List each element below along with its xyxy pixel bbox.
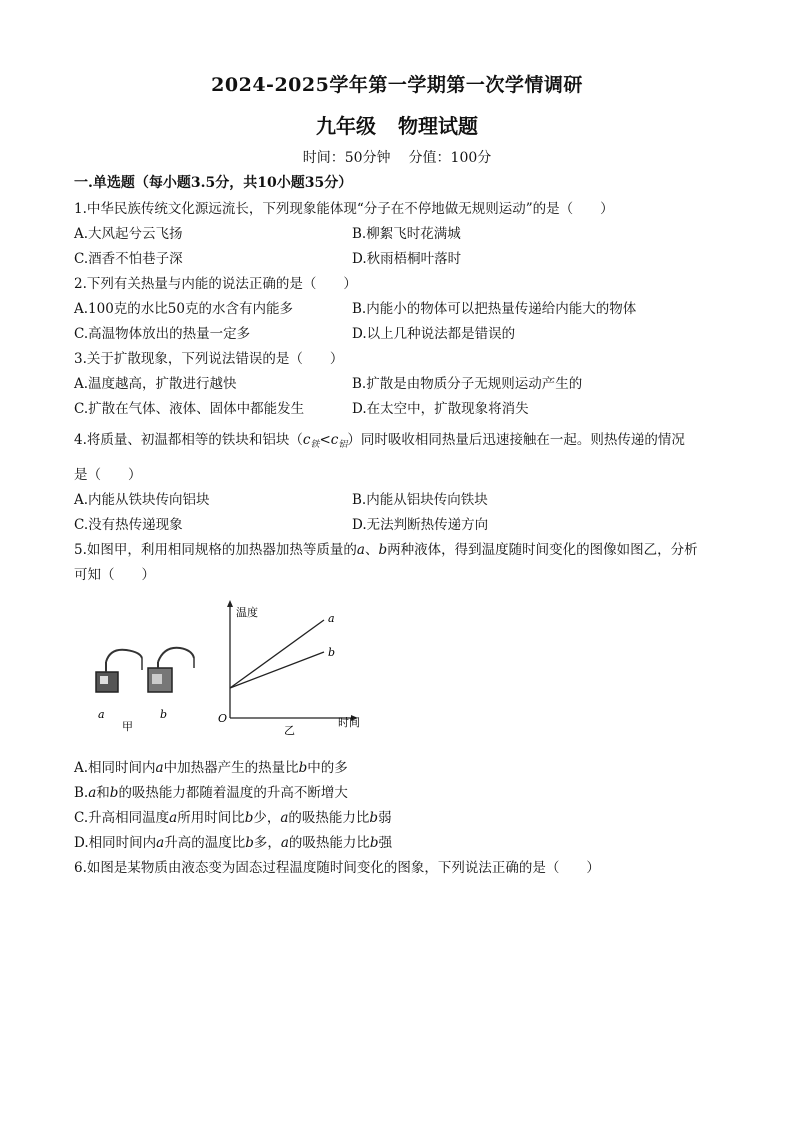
line-b bbox=[230, 652, 324, 688]
q5-var-b: b bbox=[378, 542, 388, 558]
question-2-stem: 2.下列有关热量与内能的说法正确的是（ ） bbox=[74, 276, 357, 292]
exam-title: 2024-2025学年第一学期第一次学情调研 bbox=[211, 74, 583, 96]
q5-sep: 、 bbox=[364, 542, 379, 558]
question-5-stem bbox=[74, 538, 698, 558]
q3-option-c: C.扩散在气体、液体、固体中都能发生 bbox=[74, 401, 305, 417]
line-b-label: b bbox=[328, 646, 336, 659]
q1-option-b: B.柳絮飞时花满城 bbox=[352, 226, 461, 242]
q5-stem-part-1: 5.如图甲，利用相同规格的加热器加热等质量的 bbox=[74, 542, 357, 558]
q2-option-c: C.高温物体放出的热量一定多 bbox=[74, 326, 251, 342]
line-a-label: a bbox=[328, 612, 335, 625]
q5-option-a: A.相同时间内a中加热器产生的热量比b中的多 bbox=[74, 760, 348, 776]
q1-option-a: A.大风起兮云飞扬 bbox=[74, 226, 183, 242]
q1-option-d: D.秋雨梧桐叶落时 bbox=[352, 251, 462, 267]
q2-option-a: A.100克的水比50克的水含有内能多 bbox=[74, 301, 293, 317]
question-3-stem: 3.关于扩散现象，下列说法错误的是（ ） bbox=[74, 351, 344, 367]
subject-label: 物理试题 bbox=[398, 114, 478, 138]
beaker-a-apparatus bbox=[96, 650, 142, 692]
question-4-stem bbox=[74, 428, 685, 450]
q4-option-b: B.内能从铝块传向铁块 bbox=[352, 492, 488, 508]
q4-option-d: D.无法判断热传递方向 bbox=[352, 517, 489, 533]
q5-option-d: D.相同时间内a升高的温度比b多，a的吸热能力比b强 bbox=[74, 835, 393, 851]
x-axis-label: 时间 bbox=[338, 716, 360, 729]
figure-caption-yi: 乙 bbox=[284, 724, 295, 737]
y-axis-label: 温度 bbox=[236, 606, 258, 619]
q4-specific-heat-iron: $c_铁$ bbox=[302, 432, 320, 450]
score-label: 分值：100分 bbox=[408, 150, 492, 166]
question-4-stem-cont: 是（ ） bbox=[74, 467, 142, 483]
q5-figure bbox=[84, 590, 374, 740]
q4-specific-heat-aluminum: $c_铝$ bbox=[330, 432, 348, 450]
q3-option-b: B.扩散是由物质分子无规则运动产生的 bbox=[352, 376, 583, 392]
question-5-stem-cont: 可知（ ） bbox=[74, 567, 155, 583]
q4-option-a: A.内能从铁块传向铝块 bbox=[74, 492, 210, 508]
figure-caption-jia: 甲 bbox=[122, 720, 133, 733]
question-1-stem: 1.中华民族传统文化源远流长，下列现象能体现“分子在不停地做无规则运动”的是（ ） bbox=[74, 201, 614, 217]
line-a bbox=[230, 620, 324, 688]
q5-option-b: B.a和b的吸热能力都随着温度的升高不断增大 bbox=[74, 785, 348, 801]
exam-subtitle bbox=[0, 110, 794, 139]
origin-label: O bbox=[218, 712, 228, 725]
y-axis-arrow bbox=[227, 600, 233, 607]
exam-meta bbox=[0, 147, 794, 167]
q4-less-than: < bbox=[319, 432, 331, 448]
q5-figure-svg bbox=[84, 590, 374, 740]
q1-option-c: C.酒香不怕巷子深 bbox=[74, 251, 183, 267]
q4-option-c: C.没有热传递现象 bbox=[74, 517, 183, 533]
q3-option-a: A.温度越高，扩散进行越快 bbox=[74, 376, 237, 392]
grade-label: 九年级 bbox=[316, 114, 376, 138]
apparatus-label-a: a bbox=[98, 708, 105, 721]
q5-var-a: a bbox=[356, 542, 365, 558]
temperature-time-graph bbox=[218, 600, 360, 737]
apparatus-label-b: b bbox=[160, 708, 168, 721]
q2-option-b: B.内能小的物体可以把热量传递给内能大的物体 bbox=[352, 301, 637, 317]
q4-stem-part-2: ）同时吸收相同热量后迅速接触在一起。则热传递的情况 bbox=[347, 432, 685, 448]
q4-stem-part-1: 4.将质量、初温都相等的铁块和铝块（ bbox=[74, 432, 303, 448]
question-6-stem: 6.如图是某物质由液态变为固态过程温度随时间变化的图象，下列说法正确的是（ ） bbox=[74, 860, 600, 876]
time-label: 时间：50分钟 bbox=[302, 150, 391, 166]
q3-option-d: D.在太空中，扩散现象将消失 bbox=[352, 401, 529, 417]
beaker-b-apparatus bbox=[148, 648, 194, 692]
q5-stem-part-2: 两种液体，得到温度随时间变化的图像如图乙，分析 bbox=[387, 542, 698, 558]
q5-option-c: C.升高相同温度a所用时间比b少，a的吸热能力比b弱 bbox=[74, 810, 392, 826]
section-title: 一.单选题（每小题3.5分，共10小题35分） bbox=[74, 175, 353, 191]
q2-option-d: D.以上几种说法都是错误的 bbox=[352, 326, 516, 342]
